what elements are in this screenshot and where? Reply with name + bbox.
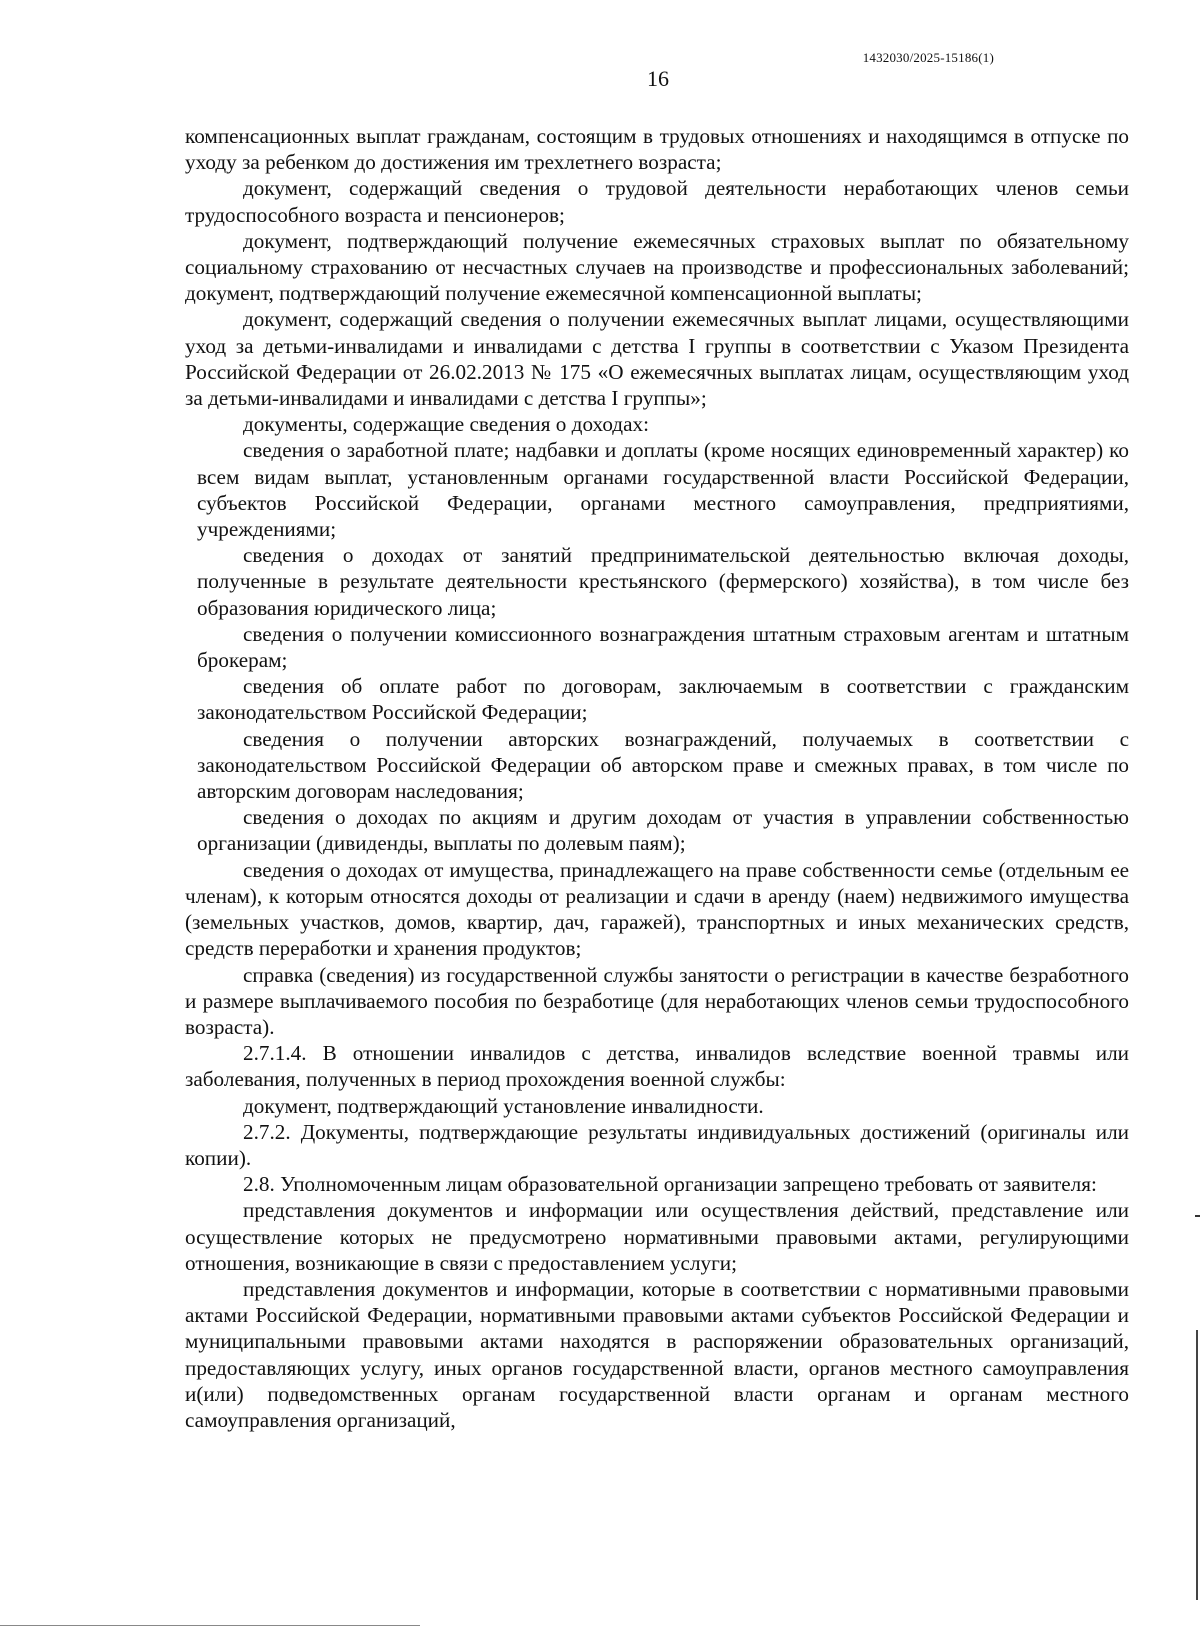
- paragraph: представления документов и информации, которые в соответствии с нормативными правовыми актами Российской Федерации, нормативными правовыми актами субъектов Российской Федерации и муниципальными правовыми актами находятся в распоряжении образовательных организаций, предоставляющих услугу, иных органов государственной власти, органов местного самоуправления и(или) подведомственных органам государственной власти органам и органам местного самоуправления организаций,: [185, 1276, 1129, 1432]
- paragraph: компенсационных выплат гражданам, состоящим в трудовых отношениях и находящимся в отпуске по уходу за ребенком до достижения им трехлетнего возраста;: [185, 124, 1129, 175]
- paragraph: документы, содержащие сведения о доходах:: [243, 412, 649, 437]
- paragraph: сведения о получении авторских вознаграждений, получаемых в соответствии с законодательством Российской Федерации об авторском праве и смежных правах, в том числе по авторским договорам наследования;: [197, 726, 1129, 804]
- scan-bottom-line: [0, 1625, 420, 1626]
- paragraph: документ, подтверждающий получение ежемесячных страховых выплат по обязательному социальному страхованию от несчастных случаев на производстве и профессиональных заболеваний; документ, подтверждающий получение ежемесячной компенсационной выплаты;: [185, 228, 1129, 306]
- page-number: 16: [647, 66, 669, 91]
- paragraph: сведения о доходах от имущества, принадлежащего на праве собственности семье (отдельным ее членам), к которым относятся доходы от реализации и сдачи в аренду (наем) недвижимого имущества (земельных участков, домов, квартир, дач, гаражей), транспортных и иных механических средств, средств переработки и хранения продуктов;: [185, 857, 1129, 961]
- paragraph: документ, подтверждающий установление инвалидности.: [243, 1093, 764, 1118]
- paragraph: документ, содержащий сведения о трудовой деятельности неработающих членов семьи трудоспособного возраста и пенсионеров;: [185, 176, 1129, 227]
- document-id: 1432030/2025-15186(1): [862, 50, 994, 65]
- scan-edge-mark: [1196, 1330, 1198, 1600]
- paragraph: 2.7.2. Документы, подтверждающие результаты индивидуальных достижений (оригиналы или копии).: [185, 1119, 1129, 1170]
- paragraph: сведения об оплате работ по договорам, заключаемым в соответствии с гражданским законодательством Российской Федерации;: [197, 674, 1129, 725]
- paragraph: сведения о доходах от занятий предпринимательской деятельностью включая доходы, полученные в результате деятельности крестьянского (фермерского) хозяйства), в том числе без образования юридического лица;: [197, 543, 1129, 620]
- paragraph: документ, содержащий сведения о получении ежемесячных выплат лицами, осуществляющими уход за детьми-инвалидами и инвалидами с детства I группы в соответствии с Указом Президента Российской Федерации от 26.02.2013 № 175 «О ежемесячных выплатах лицам, осуществляющим уход за детьми-инвалидами и инвалидами с детства I группы»;: [185, 307, 1129, 411]
- paragraph: сведения о получении комиссионного вознаграждения штатным страховым агентам и штатным брокерам;: [197, 621, 1129, 673]
- scan-tick-mark: [1195, 1215, 1200, 1217]
- paragraph: 2.7.1.4. В отношении инвалидов с детства, инвалидов вследствие военной травмы или заболевания, полученных в период прохождения военной службы:: [185, 1041, 1129, 1092]
- paragraph: справка (сведения) из государственной службы занятости о регистрации в качестве безработного и размере выплачиваемого пособия по безработице (для неработающих членов семьи трудоспособного возраста).: [185, 962, 1129, 1039]
- document-body: [185, 123, 1129, 1433]
- paragraph: представления документов и информации или осуществления действий, представление или осуществление которых не предусмотрено нормативными правовыми актами, регулирующими отношения, возникающие в связи с предоставлением услуги;: [185, 1198, 1129, 1275]
- paragraph: сведения о заработной плате; надбавки и доплаты (кроме носящих единовременный характер) ко всем видам выплат, установленным органами государственной власти Российской Федерации, субъектов Российской Федерации, органами местного самоуправления, предприятиями, учреждениями;: [197, 438, 1129, 542]
- paragraph: 2.8. Уполномоченным лицам образовательной организации запрещено требовать от заявителя:: [243, 1172, 1097, 1197]
- paragraph: сведения о доходах по акциям и другим доходам от участия в управлении собственностью организации (дивиденды, выплаты по долевым паям);: [197, 805, 1129, 856]
